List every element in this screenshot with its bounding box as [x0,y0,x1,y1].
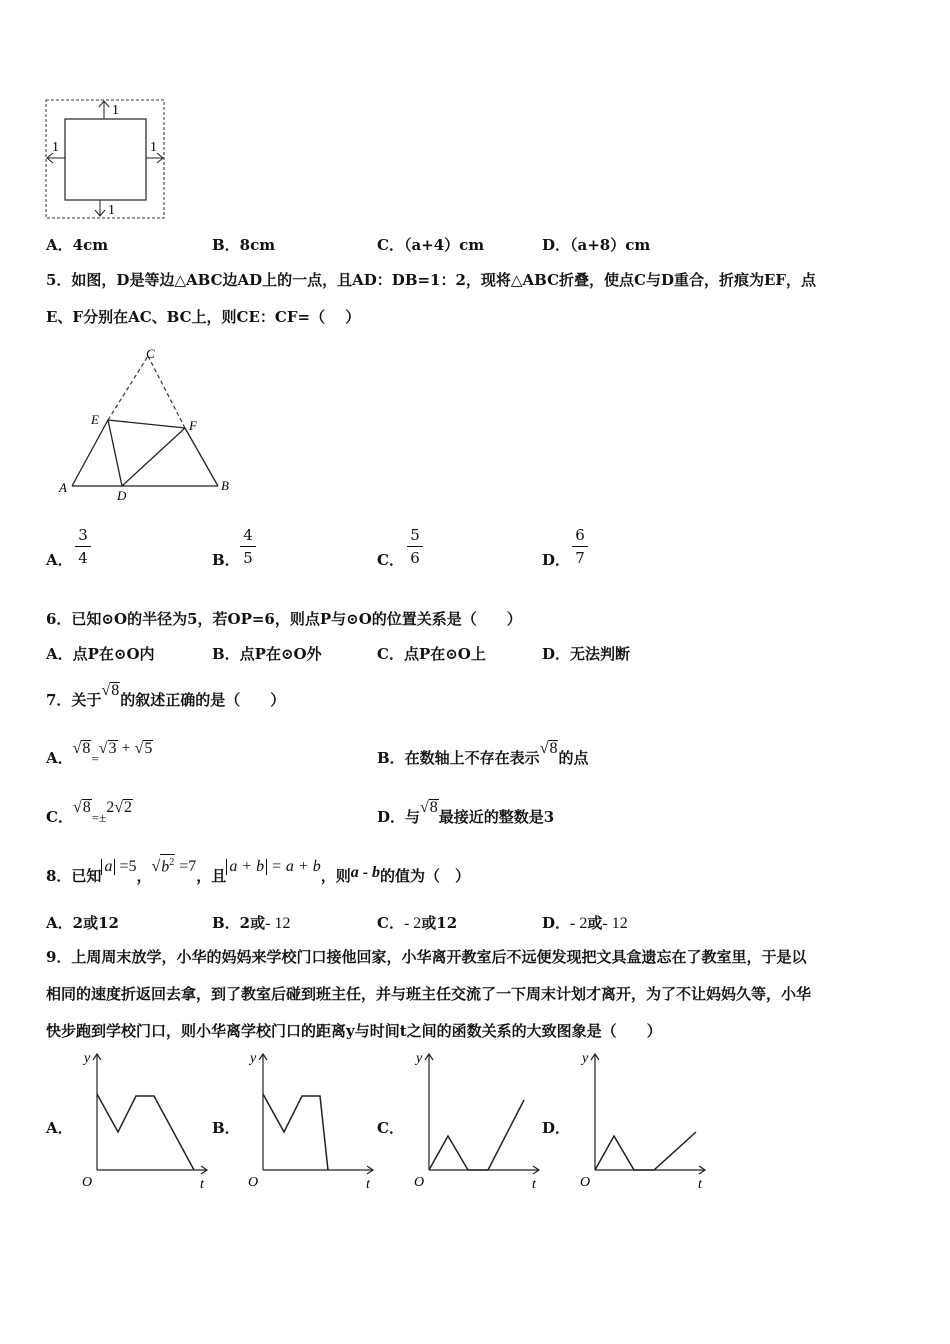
q8-b-exp: 2 [169,856,175,868]
q7-d-rad: 8 [429,799,438,816]
q4-option-b: B．8cm [212,236,276,254]
q7-a-r1: 8 [82,740,91,757]
q9-graph-b-curve [263,1094,328,1170]
q5-option-d-num: 6 [575,526,585,544]
q5-label-e: E [91,412,99,427]
q5-option-c-label: C． [377,551,404,569]
q8-a-eq: =5 [119,858,137,875]
q5-label-a: A [59,480,67,495]
q4-label-bottom: 1 [108,203,115,218]
q9-c-t-label: t [532,1177,536,1192]
q7-a-plus: + [121,740,131,757]
q7-option-c: C．√8=±2√2 [46,799,132,826]
q5-option-c-den: 6 [410,549,420,567]
q5-option-d-fraction [570,526,590,567]
q9-d-origin: O [580,1175,591,1190]
q5-option-b-den: 5 [243,549,253,567]
q5-triangle-figure [55,344,235,504]
q4-square-figure [40,96,172,222]
q9-option-a-label: A． [46,1119,73,1137]
q5-stem-line2: E、F分别在AC、BC上，则CE：CF=（ ） [46,308,361,326]
q6-option-b: B．点P在⊙O外 [212,645,322,663]
q8-stem-pre: 8．已知 [46,867,102,885]
q8-c-pre: - 2 [403,915,422,932]
q8-option-a: A．2或12 [46,914,119,932]
q7-a-r2: 3 [108,740,117,757]
q5-label-d: D [117,488,127,503]
q9-graph-a-curve [97,1094,194,1170]
q7-a-eq: = [91,751,99,766]
q5-option-b-num: 4 [243,526,253,544]
q9-b-t-label: t [366,1177,370,1192]
q5-option-d-den: 7 [575,549,585,567]
q7-a-label: A． [46,749,73,767]
q8-c-mid: 或12 [421,914,458,932]
q5-option-a-fraction [73,526,93,567]
q9-stem-line1: 9．上周周末放学，小华的妈妈来学校门口接他回家，小华离开教室后不远便发现把文具盒遗忘在了教室里，于是以 [46,948,807,966]
q9-a-t-label: t [200,1177,204,1192]
q7-d-post: 最接近的整数是3 [438,808,555,826]
q4-label-top: 1 [112,103,119,118]
q7-option-b: B．在数轴上不存在表示√8的点 [377,740,589,767]
q4-inner-square [65,119,146,200]
q7-a-r3: 5 [144,740,153,757]
q5-option-c-fraction [405,526,425,567]
q7-c-r2: 2 [123,799,132,816]
q7-c-label: C． [46,808,73,826]
q7-b-rad: 8 [549,740,558,757]
q8-d-label: D． [542,914,571,932]
q7-c-coef: 2 [106,799,115,816]
q5-option-b-label: B． [212,551,240,569]
q7-stem-pre: 7．关于 [46,691,102,709]
q5-option-a-label: A． [46,551,73,569]
q8-option-c [377,914,457,933]
q9-a-y-label: y [84,1051,91,1066]
q5-stem-line1: 5．如图，D是等边△ABC边AD上的一点，且AD：DB=1：2，现将△ABC折叠，使点C与D重合，折痕为EF，点 [46,271,817,289]
q8-sum-eq: = a + b [271,858,321,875]
q9-graph-d [568,1048,708,1194]
q8-stem-post: 的值为（ ） [380,867,471,885]
q5-label-b: B [221,478,229,493]
q9-b-origin: O [248,1175,259,1190]
q7-d-label: D．与 [377,808,421,826]
q9-option-c-label: C． [377,1119,404,1137]
q8-d-pre: - 2 [570,915,588,932]
q8-b-val: - 12 [265,915,291,932]
q8-option-d [542,914,628,933]
q9-graph-c [402,1048,542,1194]
q9-stem-line3: 快步跑到学校门口，则小华离学校门口的距离y与时间t之间的函数关系的大致图象是（ ） [46,1022,662,1040]
q9-d-t-label: t [698,1177,702,1192]
q6-option-d: D．无法判断 [542,645,631,663]
q9-d-y-label: y [582,1051,589,1066]
q8-and: ，且 [196,867,227,885]
q4-label-left: 1 [52,140,59,155]
q6-option-c: C．点P在⊙O上 [377,645,486,663]
q5-label-f: F [189,418,197,433]
q9-graph-b [236,1048,376,1194]
q8-stem: 8．已知a =5，$√b^2 =7$，且a + b = a + b，则a - b的值为（ ） [46,856,470,886]
q7-option-d: D．与√8最接近的整数是3 [377,799,555,826]
q5-option-c-num: 5 [410,526,420,544]
q8-abs-sum: a + b [226,859,267,875]
q8-d-val: - 12 [602,915,628,932]
q6-stem: 6．已知⊙O的半径为5，若OP=6，则点P与⊙O的位置关系是（ ） [46,610,522,628]
q8-expr: a - b [350,864,381,881]
q7-c-r1: 8 [82,799,91,816]
q9-option-d-label: D． [542,1119,571,1137]
q7-option-a: A．√8=√3 + √5 [46,740,153,767]
q9-graph-d-curve [595,1132,696,1170]
q4-label-right: 1 [150,140,157,155]
q5-option-d-label: D． [542,551,571,569]
q8-d-mid: 或 [587,914,603,932]
q7-c-eq: =± [91,810,107,825]
q8-abs-a: a [101,859,115,875]
q9-option-b-label: B． [212,1119,240,1137]
q9-c-y-label: y [416,1051,423,1066]
q7-b-post: 的点 [558,749,589,767]
q9-graph-c-curve [429,1100,524,1170]
q8-option-b [212,914,290,933]
q9-stem-line2: 相同的速度折返回去拿，到了教室后碰到班主任，并与班主任交流了一下周末计划才离开，为了不让妈妈久等，小华 [46,985,812,1003]
q6-option-a: A．点P在⊙O内 [46,645,155,663]
q8-b-eq: =7 [179,858,197,875]
q5-option-a-den: 4 [78,549,88,567]
q7-stem: 7．关于√8的叙述正确的是（ ） [46,682,286,709]
q5-option-a-num: 3 [78,526,88,544]
q8-comma1: ， [136,867,152,885]
q5-label-c: C [146,346,155,361]
q8-c-label: C． [377,914,404,932]
q8-b-var: b [161,858,170,875]
q9-a-origin: O [82,1175,93,1190]
q7-stem-radicand: 8 [111,682,120,699]
q7-stem-post: 的叙述正确的是（ ） [120,691,286,709]
q9-c-origin: O [414,1175,425,1190]
q9-graph-a [70,1048,210,1194]
q5-option-b-fraction [238,526,258,567]
q4-option-d: D．（a+8）cm [542,236,651,254]
q7-b-label: B．在数轴上不存在表示 [377,749,540,767]
q9-b-y-label: y [250,1051,257,1066]
q8-b-label: B．2或 [212,914,266,932]
q4-option-c: C．（a+4）cm [377,236,485,254]
q8-then: ，则 [320,867,351,885]
q4-option-a: A．4cm [46,236,109,254]
